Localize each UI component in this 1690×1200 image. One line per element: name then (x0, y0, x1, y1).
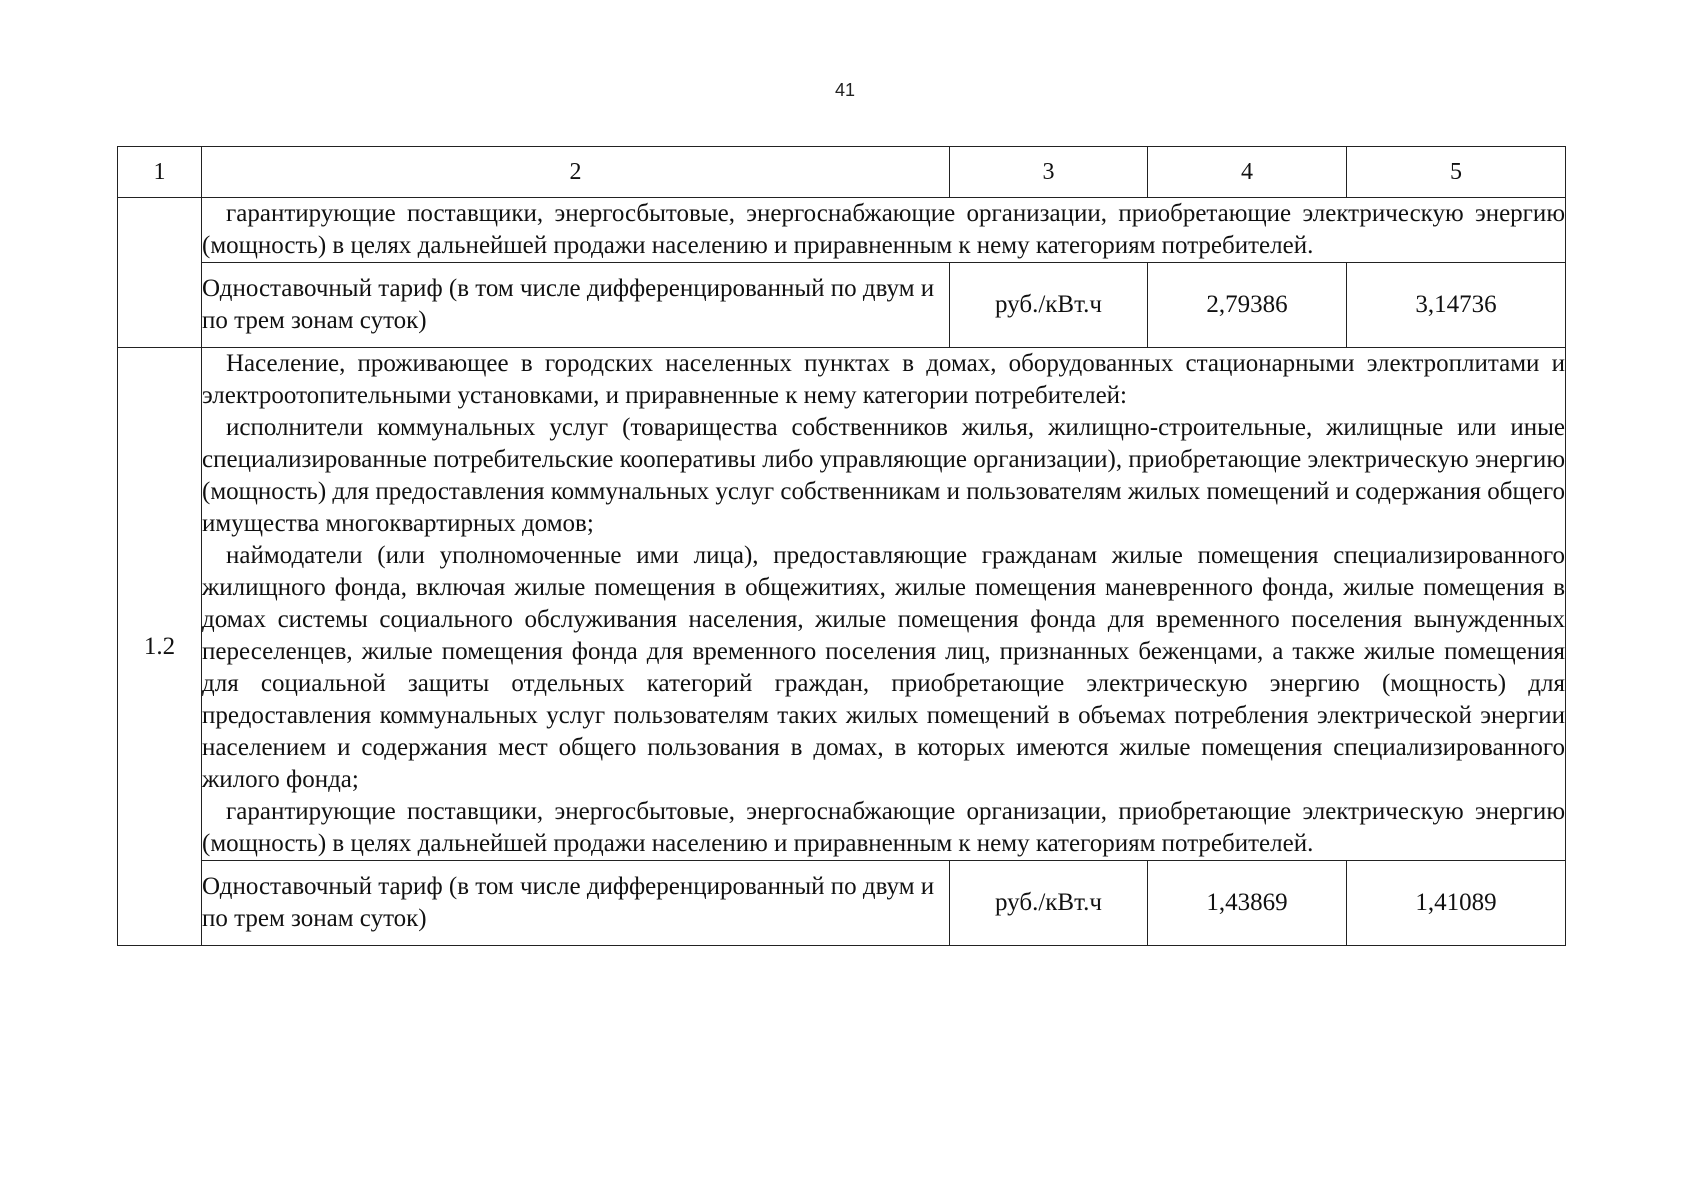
tariff-unit-cell: руб./кВт.ч (950, 263, 1148, 348)
description-cell-prev (202, 198, 1566, 263)
header-cell-4: 4 (1148, 147, 1347, 198)
tariff-table (117, 146, 1566, 946)
table-row-prev-tariff (118, 263, 1566, 348)
description-cell-1-2 (202, 348, 1566, 861)
table-header-row (118, 147, 1566, 198)
table-row-prev-description (118, 198, 1566, 263)
description-paragraph: гарантирующие поставщики, энергосбытовые, энергоснабжающие организации, приобретающие электрическую энергию (мощность) в целях дальнейшей продажи населению и приравненным к нему категориям потребителей. (202, 798, 1565, 857)
description-paragraph: Население, проживающее в городских населенных пунктах в домах, оборудованных стационарными электроплитами и электроотопительными установками, и приравненные к нему категории потребителей: (202, 350, 1565, 409)
row-number-cell-1-2: 1.2 (118, 348, 202, 946)
table-row-1-2-description (118, 348, 1566, 861)
header-cell-2: 2 (202, 147, 950, 198)
description-paragraph: гарантирующие поставщики, энергосбытовые, энергоснабжающие организации, приобретающие электрическую энергию (мощность) в целях дальнейшей продажи населению и приравненным к нему категориям потребителей. (202, 200, 1565, 259)
description-paragraph: наймодатели (или уполномоченные ими лица), предоставляющие гражданам жилые помещения специализированного жилищного фонда, включая жилые помещения в общежитиях, жилые помещения маневренного фонда, жилые помещения в домах системы социального обслуживания населения, жилые помещения фонда для временного поселения вынужденных переселенцев, жилые помещения фонда для временного поселения лиц, признанных беженцами, а также жилые помещения для социальной защиты отдельных категорий граждан, приобретающие электрическую энергию (мощность) для предоставления коммунальных услуг пользователям таких жилых помещений в объемах потребления электрической энергии населением и содержания мест общего пользования в домах, в которых имеются жилые помещения специализированного жилого фонда; (202, 542, 1565, 793)
tariff-value-col5: 3,14736 (1347, 263, 1566, 348)
tariff-name-cell: Одноставочный тариф (в том числе дифференцированный по двум и по трем зонам суток) (202, 861, 950, 946)
tariff-value-col5: 1,41089 (1347, 861, 1566, 946)
tariff-value-col4: 1,43869 (1148, 861, 1347, 946)
table-row-1-2-tariff (118, 861, 1566, 946)
header-cell-3: 3 (950, 147, 1148, 198)
tariff-value-col4: 2,79386 (1148, 263, 1347, 348)
tariff-name-cell: Одноставочный тариф (в том числе дифференцированный по двум и по трем зонам суток) (202, 263, 950, 348)
description-paragraph: исполнители коммунальных услуг (товарищества собственников жилья, жилищно-строительные, жилищные или иные специализированные потребительские кооперативы либо управляющие организации), приобретающие электрическую энергию (мощность) для предоставления коммунальных услуг собственникам и пользователям жилых помещений и содержания общего имущества многоквартирных домов; (202, 414, 1565, 537)
header-cell-5: 5 (1347, 147, 1566, 198)
row-number-cell-prev (118, 198, 202, 348)
tariff-unit-cell: руб./кВт.ч (950, 861, 1148, 946)
header-cell-1: 1 (118, 147, 202, 198)
page-number: 41 (834, 80, 856, 100)
